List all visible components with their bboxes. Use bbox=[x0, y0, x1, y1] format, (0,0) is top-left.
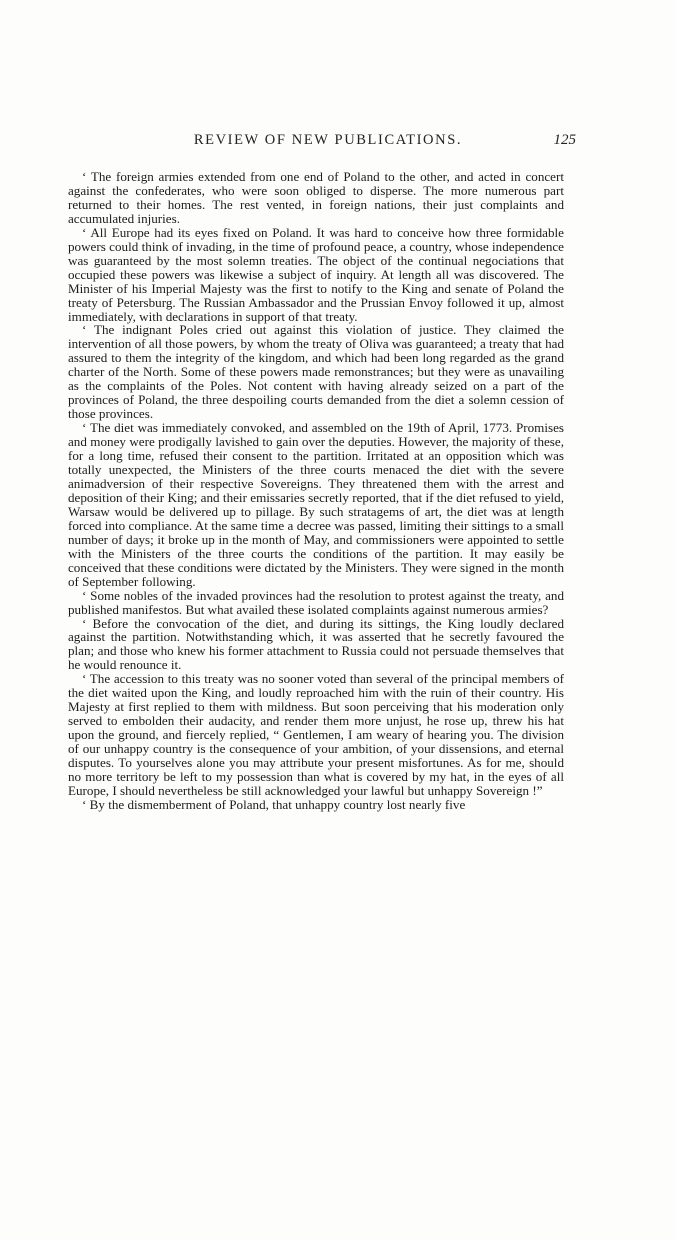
body-text bbox=[68, 170, 564, 812]
page-header bbox=[80, 132, 576, 154]
page-number: 125 bbox=[553, 132, 576, 148]
paragraph: ‘ The indignant Poles cried out against this violation of justice. They claimed the intervention of all those powers, by whom the treaty of Oliva was guaranteed; a treaty that had assured to them the integrity of the kingdom, and which had been long regarded as the grand charter of the North. Some of these powers made remonstrances; but they were as unavailing as the complaints of the Poles. Not content with having already seized on a part of the provinces of Poland, the three despoiling courts demanded from the diet a solemn cession of those provinces. bbox=[68, 322, 564, 422]
paragraph: ‘ Some nobles of the invaded provinces had the resolution to protest against the treaty, and published manifestos. But what availed these isolated complaints against numerous armies? bbox=[68, 587, 564, 617]
paragraph: ‘ The foreign armies extended from one end of Poland to the other, and acted in concert against the confederates, who were soon obliged to disperse. The more numerous part returned to their homes. The rest vented, in foreign nations, their just complaints and accumulated injuries. bbox=[68, 169, 564, 226]
paragraph: ‘ The diet was immediately convoked, and assembled on the 19th of April, 1773. Promises and money were prodigally lavished to gain over the deputies. However, the majority of these, for a long time, refused their consent to the partition. Irritated at an opposition which was totally unexpected, the Ministers of the three courts menaced the diet with the severe animadversion of their respective Sovereigns. They threatened them with the arrest and deposition of their King; and their emissaries secretly reported, that if the diet refused to yield, Warsaw would be delivered up to pillage. By such stratagems of art, the diet was at length forced into compliance. At the same time a decree was passed, limiting their sittings to a small number of days; it broke up in the month of May, and commissioners were appointed to settle with the Ministers of the three courts the conditions of the partition. It may easily be conceived that these conditions were dictated by the Ministers. They were signed in the month of September following. bbox=[68, 420, 564, 589]
paragraph: ‘ Before the convocation of the diet, and during its sittings, the King loudly declared against the partition. Notwithstanding which, it was asserted that he secretly favoured the plan; and those who knew his former attachment to Russia could not persuade themselves that he would renounce it. bbox=[68, 615, 564, 673]
paragraph: ‘ The accession to this treaty was no sooner voted than several of the principal members of the diet waited upon the King, and loudly reproached him with the ruin of their country. His Majesty at first replied to them with mildness. But soon perceiving that his moderation only served to embolden their audacity, and render them more unjust, he rose up, threw his hat upon the ground, and fiercely replied, “ Gentlemen, I am weary of hearing you. The division of our unhappy country is the consequence of your ambition, of your dissensions, and eternal disputes. To yourselves alone you may attribute your present misfortunes. As for me, should no more territory be left to my possession than what is covered by my hat, in the eyes of all Europe, I should nevertheless be still acknowledged your lawful but unhappy Sovereign !” bbox=[68, 671, 564, 798]
running-title: REVIEW OF NEW PUBLICATIONS. bbox=[193, 132, 463, 148]
paragraph: ‘ All Europe had its eyes fixed on Poland. It was hard to conceive how three formidable powers could think of invading, in the time of profound peace, a country, whose independence was guaranteed by the most solemn treaties. The object of the continual negociations that occupied these powers was likewise a subject of inquiry. At length all was discovered. The Minister of his Imperial Majesty was the first to notify to the King and senate of Poland the treaty of Petersburg. The Russian Ambassador and the Prussian Envoy followed it up, almost immediately, with declarations in support of that treaty. bbox=[68, 224, 564, 324]
paragraph: ‘ By the dismemberment of Poland, that unhappy country lost nearly five bbox=[82, 796, 466, 812]
